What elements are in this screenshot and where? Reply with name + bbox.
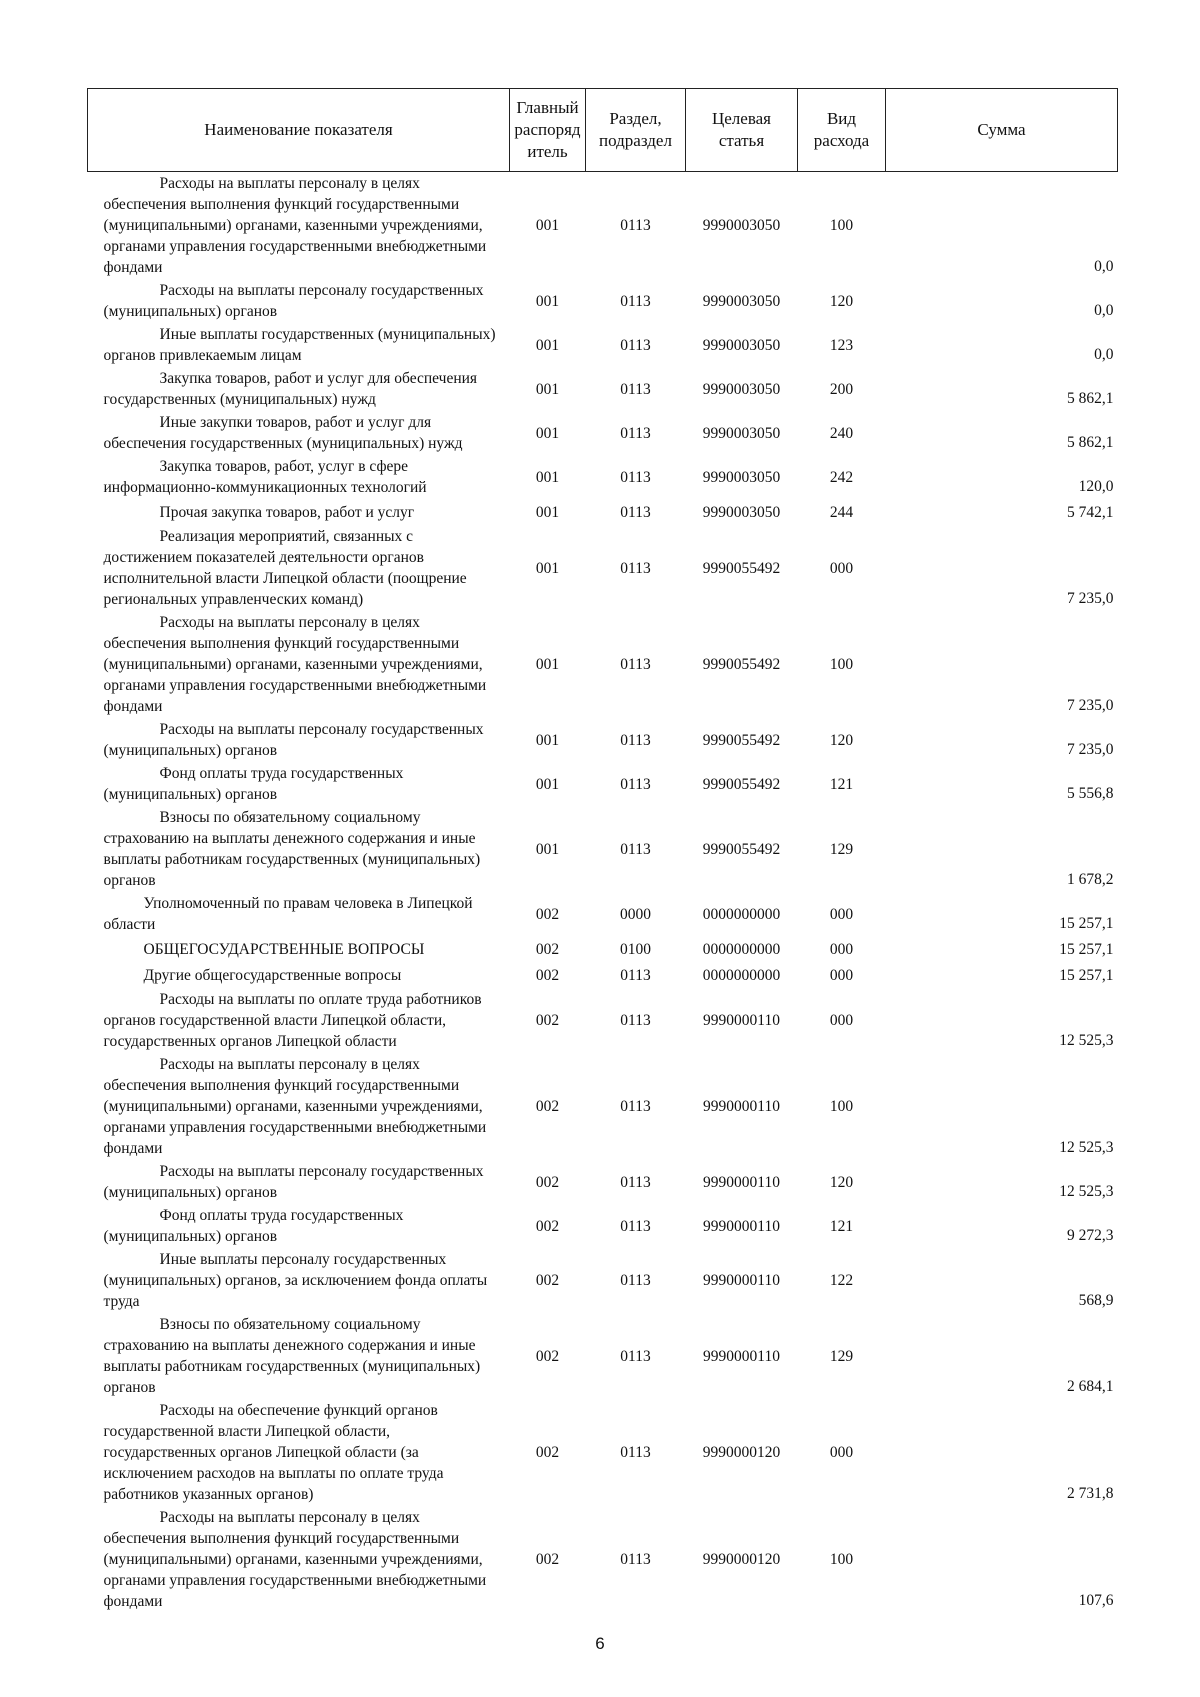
row-kind: 000 [829, 940, 854, 958]
row-section: 0113 [620, 503, 651, 521]
row-sum: 5 862,1 [1067, 434, 1114, 451]
row-kind: 000 [829, 1012, 854, 1029]
row-kind: 200 [829, 380, 854, 398]
row-kind: 100 [829, 1098, 854, 1115]
row-target: 9990000110 [703, 1347, 780, 1365]
row-admin: 001 [535, 292, 560, 310]
row-sum: 15 257,1 [1059, 967, 1114, 984]
row-name: Взносы по обязательному социальному страхованию на выплаты денежного содержания и иные выплаты работникам государственных (муниципальных) органов [103, 1316, 481, 1396]
table-row [88, 525, 1118, 611]
row-admin: 001 [535, 775, 560, 793]
row-admin: 002 [535, 966, 560, 984]
row-target: 9990055492 [702, 840, 781, 858]
row-sum: 107,6 [1078, 1592, 1114, 1609]
row-name: Взносы по обязательному социальному страхованию на выплаты денежного содержания и иные выплаты работникам государственных (муниципальных) органов [103, 809, 481, 889]
row-kind: 000 [829, 1444, 854, 1461]
table-row [88, 762, 1118, 806]
row-admin: 002 [535, 905, 560, 923]
row-sum: 2 731,8 [1067, 1485, 1114, 1502]
row-kind: 122 [829, 1272, 854, 1289]
row-kind: 242 [829, 468, 854, 486]
budget-table [87, 88, 1118, 1613]
page-number: 6 [595, 1634, 605, 1653]
row-admin: 001 [535, 503, 560, 521]
row-admin: 002 [535, 1012, 560, 1029]
table-row [88, 1053, 1118, 1160]
row-kind: 000 [829, 905, 854, 923]
row-sum: 5 556,8 [1067, 785, 1114, 802]
row-admin: 002 [535, 940, 560, 958]
row-sum: 7 235,0 [1067, 697, 1114, 714]
row-kind: 100 [829, 656, 854, 673]
row-kind: 000 [829, 559, 854, 577]
row-section: 0113 [620, 468, 651, 486]
row-section: 0113 [620, 731, 651, 749]
table-row [88, 988, 1118, 1053]
budget-document [87, 88, 1117, 1613]
table-row [88, 718, 1118, 762]
table-row [88, 892, 1118, 936]
header-section: Раздел, подраздел [586, 89, 686, 172]
row-name: Закупка товаров, работ и услуг для обеспечения государственных (муниципальных) нужд [103, 370, 478, 408]
table-row [88, 367, 1118, 411]
table-body [88, 172, 1118, 1614]
row-name: Закупка товаров, работ, услуг в сфере информационно-коммуникационных технологий [103, 458, 427, 496]
row-sum: 5 862,1 [1067, 390, 1114, 407]
row-target: 9990000120 [702, 1444, 781, 1461]
row-section: 0113 [620, 1098, 651, 1115]
row-name: Реализация мероприятий, связанных с достижением показателей деятельности органов исполнительной власти Липецкой области (поощрение региональных управленческих команд) [103, 528, 467, 608]
row-admin: 002 [535, 1272, 560, 1289]
table-row [88, 323, 1118, 367]
row-name: Фонд оплаты труда государственных (муниципальных) органов [103, 1207, 404, 1245]
table-row [88, 1399, 1118, 1506]
row-target: 9990003050 [702, 380, 781, 398]
row-admin: 002 [535, 1098, 560, 1115]
row-sum: 15 257,1 [1059, 941, 1114, 958]
row-target: 9990000110 [703, 1173, 780, 1191]
row-admin: 001 [535, 840, 560, 858]
row-sum: 2 684,1 [1067, 1378, 1114, 1395]
row-name: Расходы на выплаты персоналу в целях обеспечения выполнения функций государственными (муниципальными) органами, казенными учреждениями, органами управления государственными внебюджетными фондами [103, 175, 487, 276]
header-target: Целевая статья [686, 89, 798, 172]
row-sum: 7 235,0 [1067, 741, 1114, 758]
table-row [88, 455, 1118, 499]
row-target: 9990000110 [703, 1098, 780, 1115]
row-name: Иные выплаты государственных (муниципальных) органов привлекаемым лицам [103, 326, 496, 364]
row-target: 9990003050 [702, 292, 781, 310]
table-row [88, 806, 1118, 892]
row-target: 9990003050 [702, 503, 781, 521]
row-section: 0113 [620, 1012, 651, 1029]
row-target: 9990003050 [702, 424, 781, 442]
table-row [88, 279, 1118, 323]
row-sum: 0,0 [1094, 258, 1114, 275]
row-kind: 100 [829, 1551, 854, 1568]
row-target: 9990000110 [703, 1217, 780, 1235]
row-kind: 121 [829, 1217, 854, 1235]
row-target: 9990000120 [702, 1551, 781, 1568]
row-section: 0113 [620, 1272, 651, 1289]
row-target: 9990000110 [703, 1012, 780, 1029]
table-row [88, 1160, 1118, 1204]
row-sum: 5 742,1 [1067, 504, 1114, 521]
table-row [88, 936, 1118, 962]
row-sum: 568,9 [1078, 1292, 1114, 1309]
row-kind: 120 [829, 292, 854, 310]
table-row [88, 1313, 1118, 1399]
row-sum: 0,0 [1094, 302, 1114, 319]
row-kind: 244 [829, 503, 854, 521]
row-name: Расходы на выплаты персоналу государственных (муниципальных) органов [103, 282, 484, 320]
row-name: Расходы на выплаты персоналу в целях обеспечения выполнения функций государственными (муниципальными) органами, казенными учреждениями, органами управления государственными внебюджетными фондами [103, 1056, 487, 1157]
row-admin: 001 [535, 424, 560, 442]
row-target: 9990003050 [702, 336, 781, 354]
row-name: Иные выплаты персоналу государственных (муниципальных) органов, за исключением фонда оплаты труда [103, 1251, 488, 1310]
row-name: Иные закупки товаров, работ и услуг для обеспечения государственных (муниципальных) нужд [103, 414, 463, 452]
row-sum: 12 525,3 [1059, 1139, 1114, 1156]
row-target: 0000000000 [702, 940, 781, 958]
row-kind: 120 [829, 1173, 854, 1191]
row-section: 0113 [620, 656, 651, 673]
table-row [88, 1204, 1118, 1248]
row-kind: 240 [829, 424, 854, 442]
table-row [88, 1248, 1118, 1313]
row-admin: 001 [535, 731, 560, 749]
row-admin: 002 [535, 1551, 560, 1568]
row-section: 0113 [620, 559, 651, 577]
header-sum: Сумма [886, 89, 1118, 172]
row-name: Расходы на выплаты персоналу в целях обеспечения выполнения функций государственными (муниципальными) органами, казенными учреждениями, органами управления государственными внебюджетными фондами [103, 614, 487, 715]
row-section: 0113 [620, 1217, 651, 1235]
row-sum: 0,0 [1094, 346, 1114, 363]
table-row [88, 172, 1118, 280]
row-section: 0113 [620, 380, 651, 398]
row-sum: 15 257,1 [1059, 915, 1114, 932]
row-section: 0113 [620, 424, 651, 442]
row-target: 0000000000 [702, 905, 781, 923]
row-target: 0000000000 [702, 966, 781, 984]
header-kind: Вид расхода [798, 89, 886, 172]
row-target: 9990055492 [702, 731, 781, 749]
row-section: 0113 [620, 775, 651, 793]
row-admin: 002 [535, 1217, 560, 1235]
row-section: 0113 [620, 292, 651, 310]
row-section: 0113 [620, 336, 651, 354]
row-kind: 120 [829, 731, 854, 749]
row-name: ОБЩЕГОСУДАРСТВЕННЫЕ ВОПРОСЫ [143, 940, 425, 958]
row-sum: 120,0 [1078, 478, 1114, 495]
row-section: 0113 [620, 840, 651, 858]
row-section: 0113 [620, 217, 651, 234]
table-row [88, 1506, 1118, 1613]
row-section: 0113 [620, 1444, 651, 1461]
row-kind: 100 [829, 217, 854, 234]
row-admin: 001 [535, 336, 560, 354]
row-kind: 129 [829, 1347, 854, 1365]
row-section: 0113 [620, 1347, 651, 1365]
row-target: 9990055492 [702, 559, 781, 577]
row-admin: 001 [535, 380, 560, 398]
row-name: Фонд оплаты труда государственных (муниципальных) органов [103, 765, 404, 803]
table-row [88, 611, 1118, 718]
row-sum: 9 272,3 [1067, 1227, 1114, 1244]
row-name: Расходы на выплаты персоналу государственных (муниципальных) органов [103, 721, 484, 759]
row-admin: 002 [535, 1444, 560, 1461]
row-target: 9990055492 [702, 775, 781, 793]
row-kind: 123 [829, 336, 854, 354]
row-section: 0000 [620, 905, 651, 923]
row-admin: 001 [535, 468, 560, 486]
row-target: 9990003050 [702, 468, 781, 486]
row-kind: 000 [829, 966, 854, 984]
row-sum: 12 525,3 [1059, 1032, 1114, 1049]
row-section: 0100 [620, 940, 651, 958]
row-admin: 002 [535, 1347, 560, 1365]
row-target: 9990055492 [702, 656, 781, 673]
row-name: Расходы на выплаты персоналу государственных (муниципальных) органов [103, 1163, 484, 1201]
row-admin: 002 [535, 1173, 560, 1191]
row-name: Расходы на обеспечение функций органов государственной власти Липецкой области, государственных органов Липецкой области (за исключением расходов на выплаты по оплате труда работников указанных органов) [103, 1402, 444, 1503]
row-sum: 1 678,2 [1067, 871, 1114, 888]
table-header [88, 89, 1118, 172]
row-admin: 001 [535, 656, 560, 673]
row-section: 0113 [620, 966, 651, 984]
header-name: Наименование показателя [88, 89, 510, 172]
row-section: 0113 [620, 1551, 651, 1568]
table-row [88, 499, 1118, 525]
header-admin: Главный распоряд итель [510, 89, 586, 172]
row-kind: 121 [829, 775, 854, 793]
table-row [88, 962, 1118, 988]
row-target: 9990003050 [702, 217, 781, 234]
row-name: Расходы на выплаты по оплате труда работников органов государственной власти Липецкой области, государственных органов Липецкой области [103, 991, 482, 1050]
row-name: Прочая закупка товаров, работ и услуг [159, 503, 415, 521]
table-row [88, 411, 1118, 455]
row-name: Расходы на выплаты персоналу в целях обеспечения выполнения функций государственными (муниципальными) органами, казенными учреждениями, органами управления государственными внебюджетными фондами [103, 1509, 487, 1610]
row-sum: 7 235,0 [1067, 590, 1114, 607]
row-admin: 001 [535, 559, 560, 577]
row-section: 0113 [620, 1173, 651, 1191]
row-admin: 001 [535, 217, 560, 234]
row-name: Уполномоченный по правам человека в Липецкой области [103, 895, 473, 933]
row-sum: 12 525,3 [1059, 1183, 1114, 1200]
row-name: Другие общегосударственные вопросы [143, 966, 402, 984]
row-target: 9990000110 [703, 1272, 780, 1289]
row-kind: 129 [829, 840, 854, 858]
